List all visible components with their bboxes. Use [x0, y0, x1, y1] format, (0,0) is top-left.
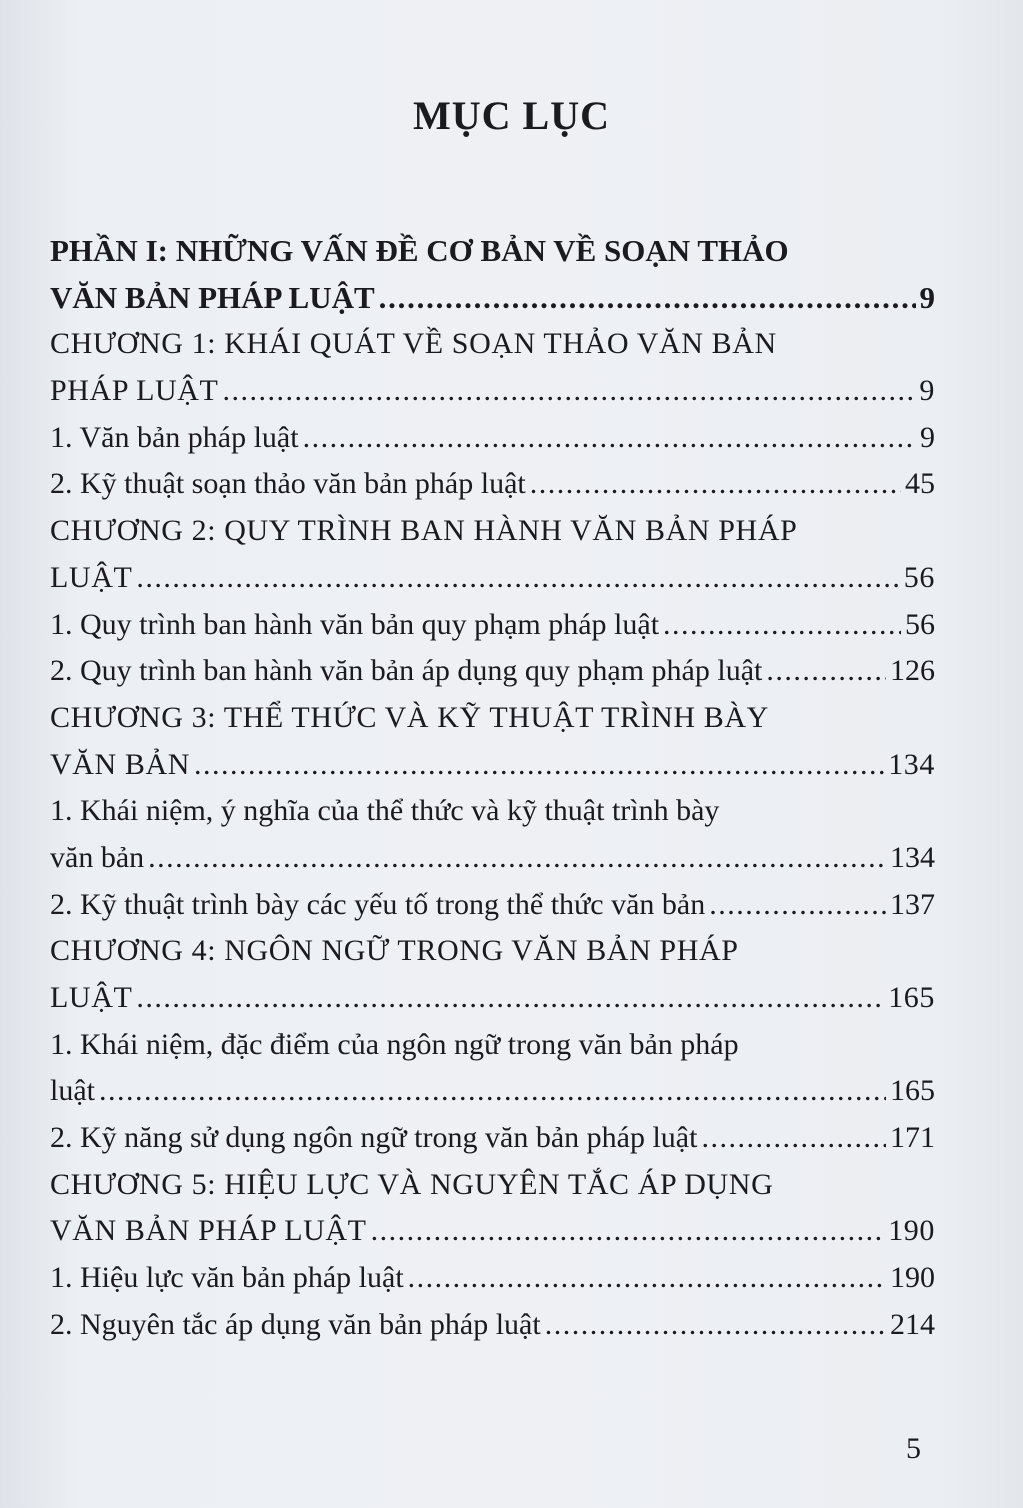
chapter-1-label: PHÁP LUẬT: [50, 374, 219, 408]
toc-entry-page: 126: [890, 654, 935, 688]
chapter-3-heading: CHƯƠNG 3: THỂ THỨC VÀ KỸ THUẬT TRÌNH BÀY: [50, 700, 769, 734]
toc-entry-page: 171: [890, 1121, 935, 1155]
toc-entry: [50, 882, 935, 929]
toc-entry-page: 56: [905, 607, 935, 641]
toc-entry-page: 9: [920, 420, 935, 454]
chapter-3-label: VĂN BẢN: [50, 747, 191, 781]
chapter-2-heading-cont: [50, 555, 935, 602]
toc-entry-line-1: 1. Khái niệm, ý nghĩa của thể thức và kỹ thuật trình bày: [50, 794, 720, 828]
leader-dots: [136, 975, 884, 1022]
toc-entry-page: 45: [905, 467, 935, 501]
part-heading-line-2: [50, 275, 935, 322]
leader-dots: [136, 555, 899, 602]
toc-entry: [50, 1302, 935, 1349]
toc-entry-label: 1. Quy trình ban hành văn bản quy phạm pháp luật: [50, 607, 660, 641]
chapter-4-heading: CHƯƠNG 4: NGÔN NGỮ TRONG VĂN BẢN PHÁP: [50, 934, 739, 968]
chapter-5-page: 190: [888, 1214, 935, 1248]
toc-entry-page: 165: [890, 1074, 935, 1108]
toc-entry-label: 1. Văn bản pháp luật: [50, 420, 299, 454]
toc-entry-label: luật: [50, 1074, 95, 1108]
toc-entry-page: 214: [890, 1307, 935, 1341]
part-heading-label: VĂN BẢN PHÁP LUẬT: [50, 279, 375, 315]
toc-entry-label: 2. Nguyên tắc áp dụng văn bản pháp luật: [50, 1307, 541, 1341]
toc-entry-line-2: [50, 835, 935, 882]
chapter-1-page: 9: [919, 374, 935, 408]
page-number: 5: [906, 1432, 921, 1465]
leader-dots: [379, 275, 916, 322]
leader-dots: [148, 835, 886, 882]
chapter-1-heading: CHƯƠNG 1: KHÁI QUÁT VỀ SOẠN THẢO VĂN BẢN: [50, 327, 777, 361]
toc-entry-page: 137: [890, 887, 935, 921]
chapter-1-heading-cont: [50, 368, 935, 415]
toc-entry-line-1: 1. Khái niệm, đặc điểm của ngôn ngữ trong văn bản pháp: [50, 1027, 739, 1061]
toc-entry-label: 2. Quy trình ban hành văn bản áp dụng quy phạm pháp luật: [50, 654, 763, 688]
leader-dots: [663, 602, 901, 649]
toc-entry: [50, 648, 935, 695]
leader-dots: [545, 1302, 886, 1349]
leader-dots: [701, 1115, 886, 1162]
chapter-5-heading: CHƯƠNG 5: HIỆU LỰC VÀ NGUYÊN TẮC ÁP DỤNG: [50, 1167, 774, 1201]
part-page-number: 9: [919, 279, 935, 315]
leader-dots: [766, 648, 886, 695]
toc-entry-label: 2. Kỹ năng sử dụng ngôn ngữ trong văn bản pháp luật: [50, 1121, 698, 1155]
toc-entry-label: văn bản: [50, 840, 145, 874]
toc-entry: [50, 461, 935, 508]
leader-dots: [371, 1208, 885, 1255]
toc-entry-label: 2. Kỹ thuật soạn thảo văn bản pháp luật: [50, 467, 526, 501]
toc-entry: [50, 415, 935, 462]
chapter-3-page: 134: [888, 747, 935, 781]
toc-entry: [50, 1115, 935, 1162]
leader-dots: [709, 882, 886, 929]
toc-entry-page: 134: [890, 840, 935, 874]
table-of-contents: [50, 228, 935, 1349]
toc-entry: [50, 602, 935, 649]
toc-entry-label: 1. Hiệu lực văn bản pháp luật: [50, 1261, 404, 1295]
leader-dots: [530, 461, 901, 508]
chapter-4-heading-cont: [50, 975, 935, 1022]
chapter-4-page: 165: [888, 981, 935, 1014]
chapter-3-heading-cont: [50, 742, 935, 789]
chapter-5-heading-cont: [50, 1208, 935, 1255]
leader-dots: [222, 368, 915, 415]
toc-entry-page: 190: [890, 1261, 935, 1295]
chapter-4-label: LUẬT: [50, 981, 133, 1014]
chapter-5-label: VĂN BẢN PHÁP LUẬT: [50, 1214, 367, 1248]
part-heading-line-1: PHẦN I: NHỮNG VẤN ĐỀ CƠ BẢN VỀ SOẠN THẢO: [50, 233, 789, 268]
chapter-2-heading: CHƯƠNG 2: QUY TRÌNH BAN HÀNH VĂN BẢN PHÁP: [50, 514, 798, 548]
toc-entry: [50, 1255, 935, 1302]
toc-title: MỤC LỤC: [413, 93, 610, 138]
chapter-2-label: LUẬT: [50, 560, 133, 594]
toc-entry-label: 2. Kỹ thuật trình bày các yếu tố trong thể thức văn bản: [50, 887, 706, 921]
leader-dots: [408, 1255, 886, 1302]
leader-dots: [303, 415, 916, 462]
leader-dots: [99, 1068, 886, 1115]
leader-dots: [194, 742, 884, 789]
chapter-2-page: 56: [903, 560, 935, 594]
toc-entry-line-2: [50, 1068, 935, 1115]
